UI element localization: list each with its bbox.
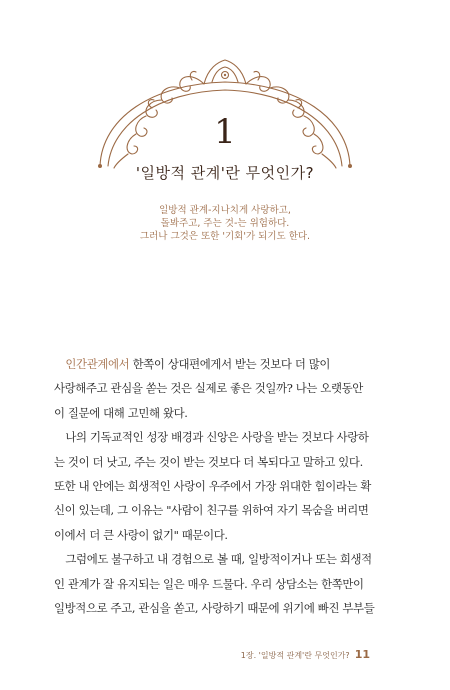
text-line: 인 관계가 잘 유지되는 일은 매우 드물다. 우리 상담소는 한쪽만이: [54, 576, 364, 591]
text-line: 는 것이 더 낫고, 주는 것이 받는 것보다 더 복되다고 말하고 있다.: [54, 454, 363, 469]
footer-chapter-ref: 1장. '일방적 관계'란 무엇인가?: [240, 651, 350, 660]
epigraph-line: 돌봐주고, 주는 것-는 위험하다.: [160, 218, 290, 229]
text-line: 이에서 더 큰 사랑이 없기" 때문이다.: [54, 527, 228, 542]
paragraph-3: [54, 547, 390, 620]
body-text: [54, 352, 390, 620]
paragraph-1: [54, 352, 390, 425]
chapter-number: 1: [214, 112, 236, 152]
highlighted-phrase: 인간관계에서: [65, 357, 130, 371]
text-line: 나의 기독교적인 성장 배경과 신앙은 사랑을 받는 것보다 사랑하: [65, 430, 369, 445]
text-line: 그럼에도 불구하고 내 경험으로 볼 때, 일방적이거나 또는 희생적: [65, 552, 372, 567]
text-line: 사랑해주고 관심을 쏟는 것은 실제로 좋은 것일까? 나는 오랫동안: [54, 381, 363, 396]
text-line: 신이 있는데, 그 이유는 "사람이 친구를 위하여 자기 목숨을 버리면: [54, 503, 369, 518]
epigraph-line: 그러나 그것은 또한 '기회'가 되기도 한다.: [139, 231, 311, 242]
text-line: 또한 내 안에는 희생적인 사랑이 우주에서 가장 위대한 힘이라는 확: [54, 479, 372, 494]
text-line: 한쪽이 상대편에게서 받는 것보다 더 많이: [129, 357, 331, 371]
page-number: 11: [354, 648, 370, 661]
chapter-title: '일방적 관계'란 무엇인가?: [135, 164, 315, 182]
text-line: 일방적으로 주고, 관심을 쏟고, 사랑하기 때문에 위기에 빠진 부부들: [54, 601, 375, 616]
epigraph-line: 일방적 관계-지나치게 사랑하고,: [159, 205, 291, 216]
epigraph: [0, 204, 450, 243]
paragraph-2: [54, 425, 390, 547]
text-line: 이 질문에 대해 고민해 왔다.: [54, 405, 188, 420]
page-footer: [241, 648, 370, 661]
